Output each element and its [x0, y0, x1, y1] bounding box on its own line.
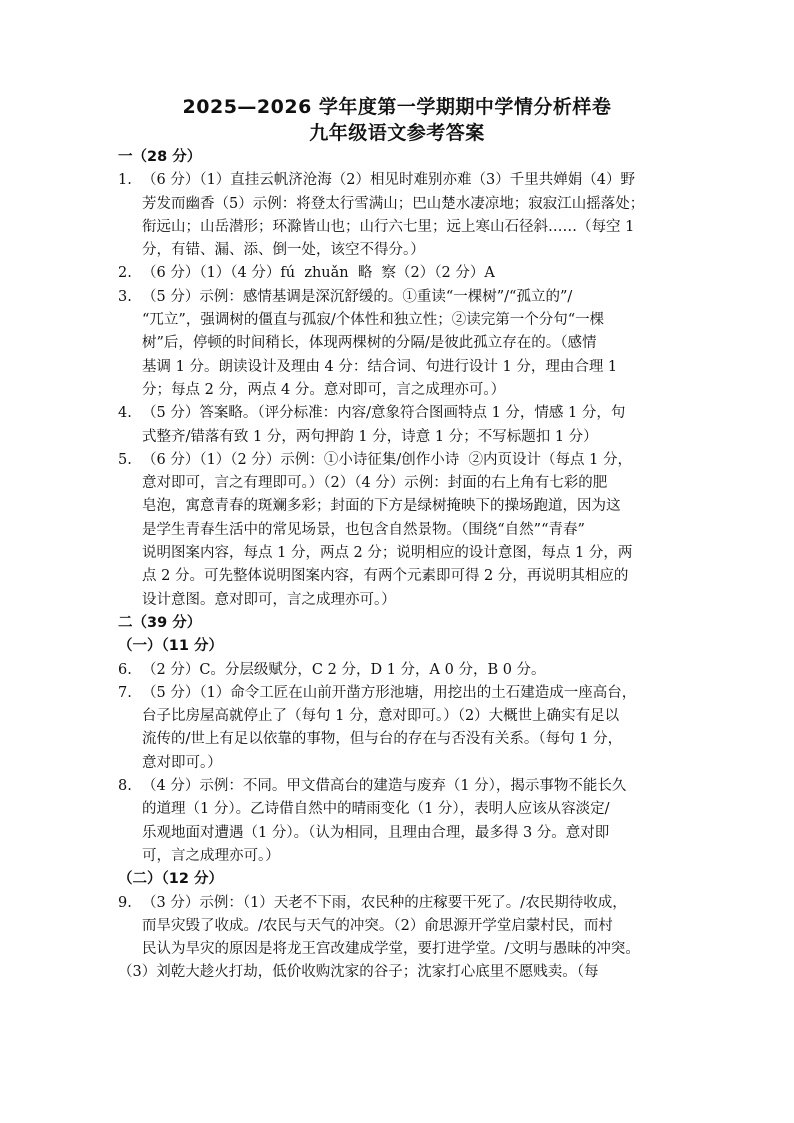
item-text: （5 分）示例：感情基调是深沉舒缓的。①重读“一棵树”/“孤立的”/	[142, 288, 573, 305]
item-number: 1.	[118, 172, 132, 189]
item-text: （6 分）（1）直挂云帆济沧海（2）相见时难别亦难（3）千里共婵娟（4）野	[142, 172, 635, 189]
item-text: 流传的/世上有足以依靠的事物，但与台的存在与否没有关系。（每句 1 分，	[142, 731, 623, 748]
item-text: 意对即可，言之有理即可。）（2）（4 分）示例：封面的右上角有七彩的肥	[142, 475, 608, 492]
item-number: 2.	[118, 265, 132, 282]
doc-subtitle: 九年级语文参考答案	[309, 122, 485, 144]
item-number: 6.	[118, 661, 132, 678]
section-heading: 二（39 分）	[118, 614, 202, 631]
item-text: （6 分）（1）（4 分）fú zhuǎn 略 察（2）（2 分）A	[142, 265, 495, 282]
item-text: （2 分）C。分层级赋分，C 2 分，D 1 分，A 0 分，B 0 分。	[142, 661, 546, 678]
item-number: 4.	[118, 405, 132, 422]
item-number: 8.	[118, 778, 132, 795]
answer-body	[118, 146, 688, 985]
item-text: 芳发而幽香（5）示例：将登太行雪满山；巴山楚水凄凉地；寂寂江山摇落处；	[142, 195, 645, 212]
answer-item	[118, 286, 688, 402]
answer-item	[118, 892, 688, 985]
item-text: 分；每点 2 分，两点 4 分。意对即可，言之成理亦可。）	[142, 381, 506, 398]
item-text: 点 2 分。可先整体说明图案内容，有两个元素即可得 2 分，再说明其相应的	[142, 568, 629, 585]
item-text: （4 分）示例：不同。甲文借高台的建造与废弃（1 分），揭示事物不能长久	[142, 778, 627, 795]
item-text: 式整齐/错落有致 1 分，两句押韵 1 分，诗意 1 分；不写标题扣 1 分）	[142, 428, 598, 445]
item-text: 皂泡，寓意青春的斑斓多彩；封面的下方是绿树掩映下的操场跑道，因为这	[142, 498, 621, 515]
answer-item	[118, 775, 688, 868]
item-text: （5 分）答案略。（评分标准：内容/意象符合图画特点 1 分，情感 1 分，句	[142, 405, 626, 422]
item-text: 台子比房屋高就停止了（每句 1 分，意对即可。）（2）大概世上确实有足以	[142, 708, 620, 725]
subsection-heading: （二）（12 分）	[118, 871, 223, 888]
answer-item	[118, 262, 688, 285]
item-text: （3）刘乾大趁火打劫，低价收购沈家的谷子；沈家打心底里不愿贱卖。（每	[118, 964, 599, 981]
section-heading: 一（28 分）	[118, 149, 202, 165]
item-text: “兀立”，强调树的僵直与孤寂/个体性和独立性；②读完第一个分句“一棵	[142, 312, 605, 329]
item-number: 3.	[118, 288, 132, 305]
doc-title: 2025—2026 学年度第一学期期中学情分析样卷	[182, 96, 612, 118]
answer-item	[118, 682, 688, 775]
item-text: （3 分）示例：（1）天老不下雨，农民种的庄稼要干死了。/农民期待收成，	[142, 894, 627, 911]
subsection-heading: （一）（11 分）	[118, 638, 223, 655]
answer-item	[118, 659, 688, 682]
item-text: （6 分）（1）（2 分）示例：①小诗征集/创作小诗 ②内页设计（每点 1 分，	[142, 451, 632, 468]
item-text: 而旱灾毁了收成。/农民与天气的冲突。（2）俞思源开学堂启蒙村民，而村	[142, 917, 613, 934]
item-text: 衔远山；山岳潜形；环滁皆山也；山行六七里；远上寒山石径斜……（每空 1	[142, 218, 635, 235]
item-text: 树”后，停顿的时间稍长，体现两棵树的分隔/是彼此孤立存在的。（感情	[142, 335, 597, 352]
item-text: 是学生青春生活中的常见场景，也包含自然景物。（围绕“自然”“青春”	[142, 521, 585, 538]
item-number: 7.	[118, 684, 132, 701]
item-number: 5.	[118, 451, 132, 468]
answer-item	[118, 449, 688, 612]
item-text: 乐观地面对遭遇（1 分）。（认为相同，且理由合理，最多得 3 分。意对即	[142, 824, 610, 841]
item-text: 意对即可。）	[142, 754, 222, 771]
item-text: 设计意图。意对即可，言之成理亦可。）	[142, 591, 396, 608]
answer-item	[118, 402, 688, 449]
item-number: 9.	[118, 894, 132, 911]
item-text: 分，有错、漏、添、倒一处，该空不得分。）	[142, 242, 425, 259]
item-text: 说明图案内容，每点 1 分，两点 2 分；说明相应的设计意图，每点 1 分，两	[142, 545, 633, 562]
item-text: 的道理（1 分）。乙诗借自然中的晴雨变化（1 分），表明人应该从容淡定/	[142, 801, 610, 818]
item-text: 民认为旱灾的原因是将龙王宫改建成学堂，要打进学堂。/文明与愚昧的冲突。	[142, 941, 640, 958]
item-text: 可，言之成理亦可。）	[142, 847, 280, 864]
item-text: （5 分）（1）命令工匠在山前开凿方形池塘，用挖出的土石建造成一座高台，	[142, 684, 637, 701]
answer-item	[118, 169, 688, 262]
item-text: 基调 1 分。朗读设计及理由 4 分：结合词、句进行设计 1 分，理由合理 1	[142, 358, 618, 375]
